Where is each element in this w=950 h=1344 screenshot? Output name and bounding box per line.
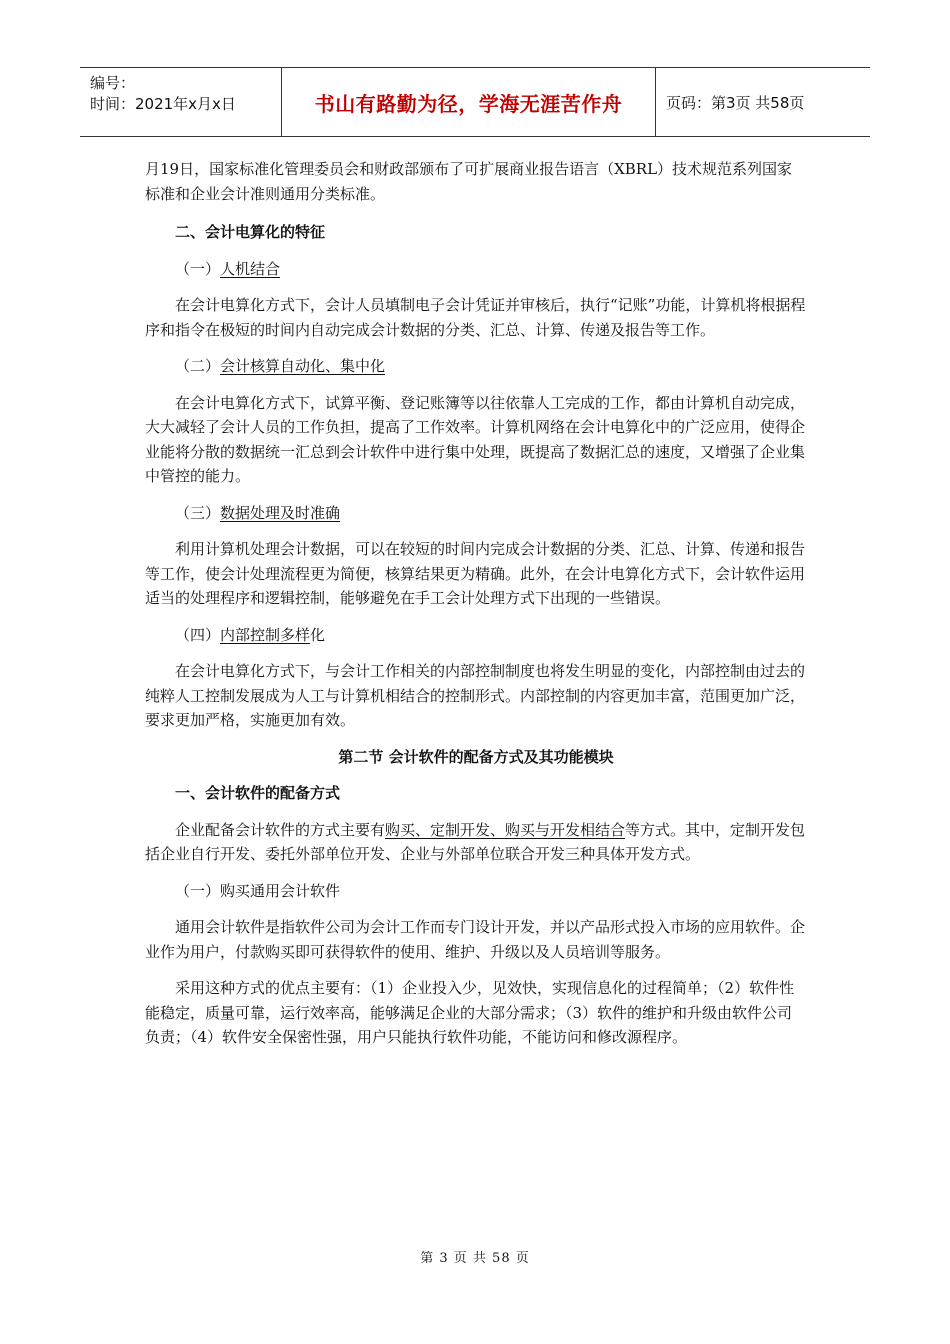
paragraph-buy: 通用会计软件是指软件公司为会计工作而专门设计开发，并以产品形式投入市场的应用软件。企业作为用户，付款购买即可获得软件的使用、维护、升级以及人员培训等服务。 (145, 918, 806, 961)
document-date: 时间：2021年x月x日 (90, 95, 236, 113)
subheading-4: （四）内部控制多样化 (175, 625, 326, 644)
page-footer: 第 3 页 共 58 页 (420, 1251, 530, 1266)
heading-config: 一、会计软件的配备方式 (175, 784, 341, 802)
header-page-number: 页码：第3页 共58页 (666, 93, 805, 112)
subheading-4-title: 内部控制多样 (220, 625, 311, 644)
document-body (145, 157, 807, 1050)
subheading-buy: （一）购买通用会计软件 (175, 881, 341, 900)
header-motto: 书山有路勤为径，学海无涯苦作舟 (282, 68, 656, 136)
paragraph-config: 企业配备会计软件的方式主要有购买、定制开发、购买与开发相结合等方式。其中，定制开发包括企业自行开发、委托外部单位开发、企业与外部单位联合开发三种具体开发方式。 (145, 820, 806, 863)
document-number-label: 编号： (90, 74, 136, 92)
subheading-3: （三）数据处理及时准确 (175, 503, 341, 522)
subheading-1-title: 人机结合 (220, 259, 281, 278)
page-header (80, 67, 870, 137)
paragraph-2: 在会计电算化方式下，试算平衡、登记账簿等以往依靠人工完成的工作，都由计算机自动完成，大大减轻了会计人员的工作负担，提高了工作效率。计算机网络在会计电算化中的广泛应用，使得企业能将分散的数据统一汇总到会计软件中进行集中处理，既提高了数据汇总的速度，又增强了企业集中管控的能力。 (145, 393, 806, 485)
subheading-3-title: 数据处理及时准确 (220, 503, 341, 522)
paragraph-4: 在会计电算化方式下，与会计工作相关的内部控制制度也将发生明显的变化，内部控制由过去的纯粹人工控制发展成为人工与计算机相结合的控制形式。内部控制的内容更加丰富，范围更加广泛，要求更加严格，实施更加有效。 (145, 662, 806, 729)
paragraph-3: 利用计算机处理会计数据，可以在较短的时间内完成会计数据的分类、汇总、计算、传递和报告等工作，使会计处理流程更为简便，核算结果更为精确。此外，在会计电算化方式下，会计软件运用适当的处理程序和逻辑控制，能够避免在手工会计处理方式下出现的一些错误。 (145, 540, 806, 607)
section-title: 第二节 会计软件的配备方式及其功能模块 (338, 747, 614, 766)
paragraph-advantages: 采用这种方式的优点主要有：（1）企业投入少，见效快，实现信息化的过程简单；（2）软件性能稳定，质量可靠，运行效率高，能够满足企业的大部分需求；（3）软件的维护和升级由软件公司负责；（4）软件安全保密性强，用户只能执行软件功能，不能访问和修改源程序。 (145, 979, 795, 1046)
header-meta (80, 68, 282, 136)
paragraph-1: 在会计电算化方式下，会计人员填制电子会计凭证并审核后，执行“记账”功能，计算机将根据程序和指令在极短的时间内自动完成会计数据的分类、汇总、计算、传递及报告等工作。 (145, 296, 806, 339)
subheading-1: （一）人机结合 (175, 259, 281, 278)
config-methods: 购买、定制开发、购买与开发相结合 (385, 820, 626, 839)
subheading-2: （二）会计核算自动化、集中化 (175, 357, 386, 375)
paragraph-xbrl: 月19日，国家标准化管理委员会和财政部颁布了可扩展商业报告语言（XBRL）技术规范系列国家标准和企业会计准则通用分类标准。 (145, 160, 793, 203)
heading-features: 二、会计电算化的特征 (175, 223, 326, 241)
subheading-2-title: 会计核算自动化、集中化 (220, 357, 386, 375)
